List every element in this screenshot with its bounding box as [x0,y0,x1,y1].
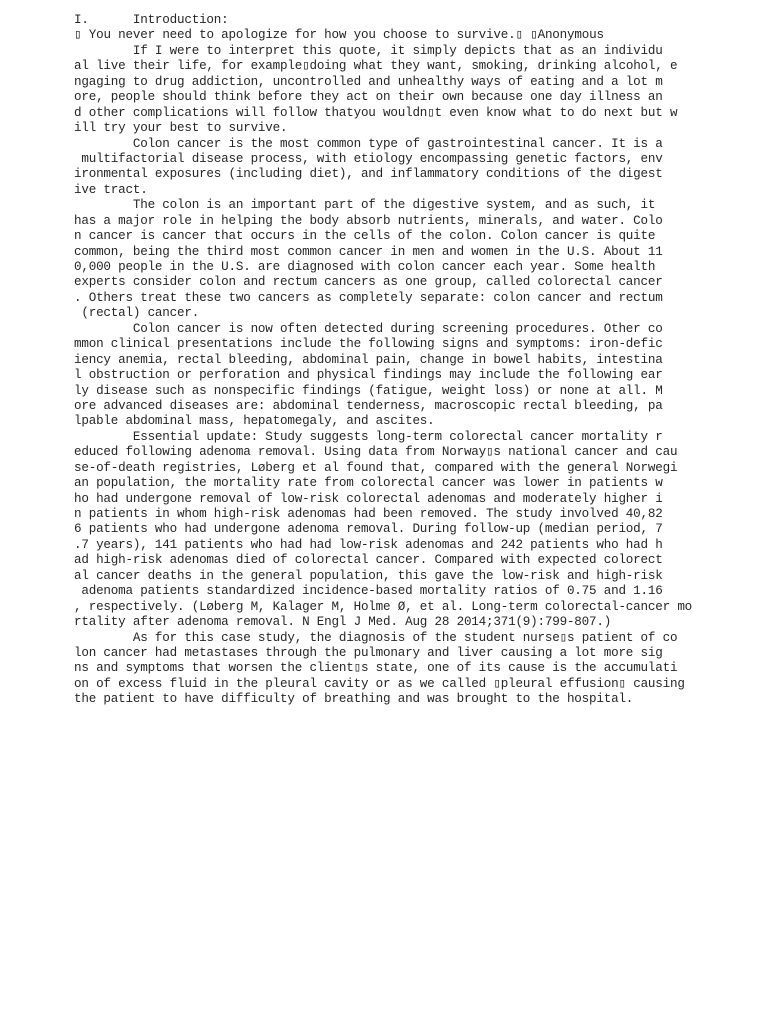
document-line: If I were to interpret this quote, it simply depicts that as an individu [74,43,663,58]
document-line: Colon cancer is now often detected during screening procedures. Other co [74,321,663,336]
document-line: n patients in whom high-risk adenomas had been removed. The study involved 40,82 [74,507,663,521]
document-line: se-of-death registries, Løberg et al found that, compared with the general Norwegi [74,460,678,475]
document-line: l obstruction or perforation and physical findings may include the following ear [74,368,663,383]
document-line: ore, people should think before they act on their own because one day illness an [74,90,663,105]
document-line: iency anemia, rectal bleeding, abdominal pain, change in bowel habits, intestina [74,352,663,367]
document-line: multifactorial disease process, with etiology encompassing genetic factors, env [74,151,663,166]
document-line: ns and symptoms that worsen the client▯s state, one of its cause is the accumulati [74,661,678,676]
document-line: lpable abdominal mass, hepatomegaly, and ascites. [74,414,435,429]
document-line: ly disease such as nonspecific findings (fatigue, weight loss) or none at all. M [74,383,663,398]
document-line: lon cancer had metastases through the pulmonary and liver causing a lot more sig [74,645,663,660]
document-line: common, being the third most common cancer in men and women in the U.S. About 11 [74,244,663,259]
document-line: As for this case study, the diagnosis of the student nurse▯s patient of co [74,630,678,645]
document-line: (rectal) cancer. [74,306,200,321]
document-line: educed following adenoma removal. Using data from Norway▯s national cancer and cau [74,445,678,460]
document-line: rtality after adenoma removal. N Engl J Med. Aug 28 2014;371(9):799-807.) [74,615,612,630]
document-line: Essential update: Study suggests long-term colorectal cancer mortality r [74,429,663,444]
document-line: 6 patients who had undergone adenoma removal. During follow-up (median period, 7 [74,522,663,537]
document-line: . Others treat these two cancers as completely separate: colon cancer and rectum [74,290,663,305]
document-line: ad high-risk adenomas died of colorectal cancer. Compared with expected colorect [74,553,663,568]
document-line: on of excess fluid in the pleural cavity or as we called ▯pleural effusion▯ causing [74,676,685,691]
document-line: d other complications will follow thatyou wouldn▯t even know what to do next but w [74,105,678,120]
document-line: ▯ You never need to apologize for how you choose to survive.▯ ▯Anonymous [74,28,604,43]
document-line: ive tract. [74,182,148,197]
document-body [74,13,714,708]
document-line: The colon is an important part of the digestive system, and as such, it [74,198,656,213]
document-line: 0,000 people in the U.S. are diagnosed with colon cancer each year. Some health [74,260,656,274]
document-line: al cancer deaths in the general population, this gave the low-risk and high-risk [74,568,663,583]
document-line: adenoma patients standardized incidence-based mortality ratios of 0.75 and 1.16 [74,584,663,599]
document-line: ore advanced diseases are: abdominal tenderness, macroscopic rectal bleeding, pa [74,398,663,413]
document-line: experts consider colon and rectum cancers as one group, called colorectal cancer [74,275,663,290]
document-line: n cancer is cancer that occurs in the cells of the colon. Colon cancer is quite [74,229,656,244]
document-line: al live their life, for example▯doing what they want, smoking, drinking alcohol, e [74,59,678,74]
document-line: .7 years), 141 patients who had had low-risk adenomas and 242 patients who had h [74,537,663,552]
document-line: ironmental exposures (including diet), and inflammatory conditions of the digest [74,167,663,182]
section-heading: I. Introduction: [74,13,229,27]
document-line: ngaging to drug addiction, uncontrolled and unhealthy ways of eating and a lot m [74,74,663,89]
document-line: ill try your best to survive. [74,121,288,136]
document-line: has a major role in helping the body absorb nutrients, minerals, and water. Colo [74,213,663,228]
document-line: mmon clinical presentations include the following signs and symptoms: iron-defic [74,337,663,352]
document-line: Colon cancer is the most common type of gastrointestinal cancer. It is a [74,136,663,151]
document-line: an population, the mortality rate from colorectal cancer was lower in patients w [74,476,663,491]
document-line: , respectively. (Løberg M, Kalager M, Holme Ø, et al. Long-term colorectal-cancer mo [74,599,693,614]
document-line: ho had undergone removal of low-risk colorectal adenomas and moderately higher i [74,491,663,506]
document-line: the patient to have difficulty of breathing and was brought to the hospital. [74,692,634,707]
